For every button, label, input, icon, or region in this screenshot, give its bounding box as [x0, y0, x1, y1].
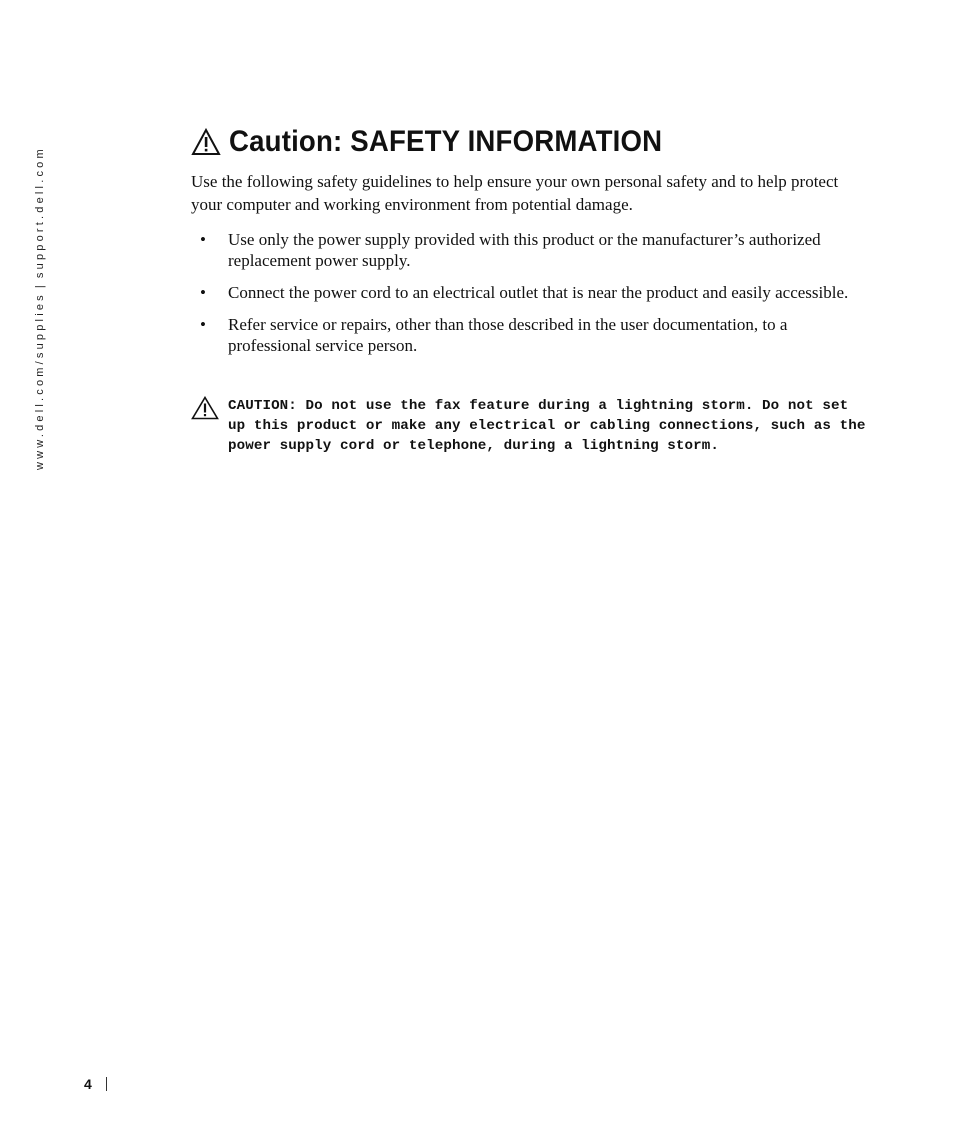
bullet-marker: • — [200, 283, 206, 302]
safety-bullet-list — [191, 229, 861, 367]
list-item — [191, 282, 861, 303]
bullet-marker: • — [200, 315, 206, 334]
title-row — [191, 122, 700, 162]
side-url-text — [34, 146, 46, 470]
page-title: Caution: SAFETY INFORMATION — [229, 125, 663, 158]
bullet-text: Connect the power cord to an electrical outlet that is near the product and easily accessible. — [228, 283, 849, 302]
side-url-supplies: www.dell.com/supplies — [34, 292, 46, 470]
warning-triangle-icon — [191, 128, 221, 156]
page-footer — [84, 1076, 107, 1092]
caution-text: CAUTION: Do not use the fax feature during a lightning storm. Do not set up this product or make any electrical or cabling connections, such as the power supply cord or telephone, during a lightning storm. — [228, 398, 866, 454]
list-item — [191, 229, 861, 271]
bullet-text: Use only the power supply provided with this product or the manufacturer’s authorized replacement power supply. — [228, 230, 821, 270]
page-number: 4 — [84, 1076, 92, 1092]
warning-triangle-icon — [191, 396, 219, 420]
side-url-support: support.dell.com — [34, 146, 46, 279]
intro-paragraph: Use the following safety guidelines to help ensure your own personal safety and to help protect your computer and working environment from potential damage. — [191, 172, 839, 214]
bullet-text: Refer service or repairs, other than those described in the user documentation, to a professional service person. — [228, 315, 788, 355]
side-url-separator: | — [34, 282, 46, 289]
caution-block — [191, 396, 871, 456]
footer-divider — [106, 1077, 107, 1091]
list-item — [191, 314, 861, 356]
bullet-marker: • — [200, 230, 206, 249]
